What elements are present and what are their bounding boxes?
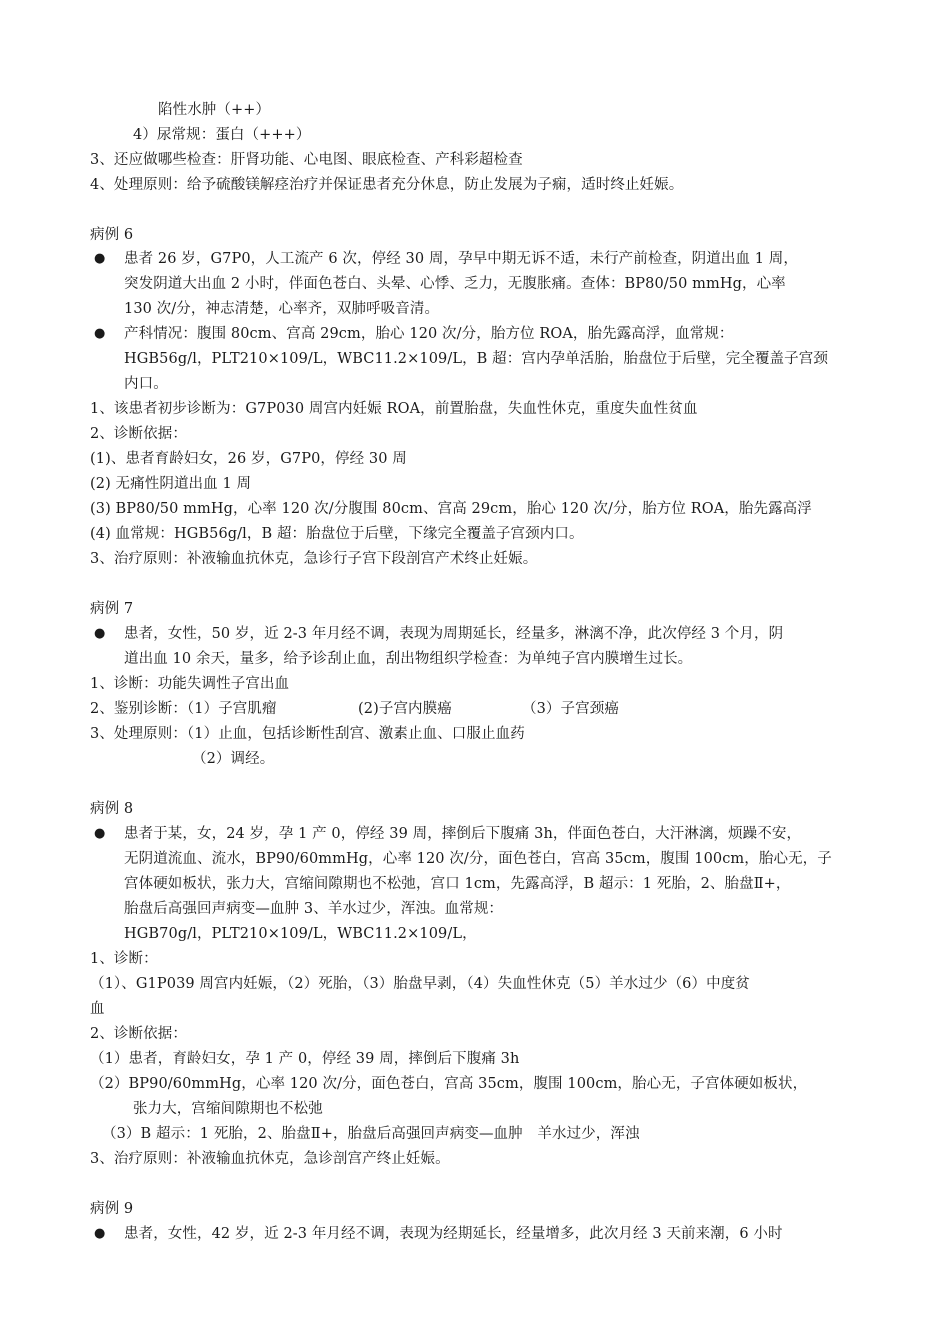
text-line: 2、诊断依据： [90, 1026, 187, 1042]
case-7-bullet-line: 患者，女性，50 岁，近 2-3 年月经不调，表现为周期延长，经量多，淋漓不净，此次停经 3 个月，阴 [124, 626, 784, 642]
bullet-icon: ● [94, 1226, 106, 1241]
text-line: 3、治疗原则：补液输血抗休克，急诊剖宫产终止妊娠。 [90, 1151, 450, 1167]
case-8-bullet-line: 宫体硬如板状，张力大，宫缩间隙期也不松弛，宫口 1cm，先露高浮，B 超示：1 死胎，2、胎盘Ⅱ+， [124, 876, 791, 892]
case-6-bullet-1-line: 患者 26 岁，G7P0，人工流产 6 次，停经 30 周，孕早中期无诉不适，未行产前检查，阴道出血 1 周， [124, 251, 799, 267]
text-line: (1)、患者育龄妇女，26 岁，G7P0，停经 30 周 [90, 451, 407, 467]
text-line: （3）子宫颈癌 [522, 701, 619, 717]
case-6-bullet-2-line: 内口。 [124, 376, 168, 392]
text-line: 陷性水肿（++） [158, 102, 271, 118]
text-line: 张力大，宫缩间隙期也不松弛 [133, 1101, 323, 1117]
text-line: 3、治疗原则：补液输血抗休克，急诊行子宫下段剖宫产术终止妊娠。 [90, 551, 538, 567]
case-6-bullet-2-line: HGB56g/l，PLT210×109/L，WBC11.2×109/L，B 超：宫内孕单活胎，胎盘位于后壁，完全覆盖子宫颈 [124, 351, 828, 367]
case-6-bullet-2-line: 产科情况：腹围 80cm、宫高 29cm，胎心 120 次/分，胎方位 ROA，胎先露高浮，血常规： [124, 326, 734, 342]
bullet-icon: ● [94, 826, 106, 841]
case-6-bullet-1-line: 130 次/分，神志清楚，心率齐，双肺呼吸音清。 [124, 301, 440, 317]
text-line: (2)子宫内膜癌 [358, 701, 452, 717]
case-8-bullet-line: 胎盘后高强回声病变—血肿 3、羊水过少，浑浊。血常规： [124, 901, 504, 917]
bullet-icon: ● [94, 326, 106, 341]
case-8-title: 病例 8 [90, 801, 134, 817]
case-8-bullet-line: 患者于某，女，24 岁，孕 1 产 0，停经 39 周，摔倒后下腹痛 3h，伴面色苍白，大汗淋漓，烦躁不安， [124, 826, 802, 842]
text-line: 2、鉴别诊断：（1）子宫肌瘤 [90, 701, 277, 717]
case-6-title: 病例 6 [90, 227, 134, 243]
text-line: （3）B 超示：1 死胎，2、胎盘Ⅱ+，胎盘后高强回声病变—血肿 羊水过少，浑浊 [102, 1126, 640, 1142]
case-8-bullet-line: 无阴道流血、流水，BP90/60mmHg，心率 120 次/分，面色苍白，宫高 35cm，腹围 100cm，胎心无，子 [124, 851, 832, 867]
bullet-icon: ● [94, 251, 106, 266]
case-6-bullet-1-line: 突发阴道大出血 2 小时，伴面色苍白、头晕、心悸、乏力，无腹胀痛。查体：BP80/50 mmHg，心率 [124, 276, 786, 292]
text-line: 1、诊断： [90, 951, 158, 967]
text-line: （2）BP90/60mmHg，心率 120 次/分，面色苍白，宫高 35cm，腹围 100cm，胎心无，子宫体硬如板状， [90, 1076, 808, 1092]
bullet-icon: ● [94, 626, 106, 641]
text-line: (4) 血常规：HGB56g/l，B 超：胎盘位于后壁，下缘完全覆盖子宫颈内口。 [90, 526, 584, 542]
text-line: (2) 无痛性阴道出血 1 周 [90, 476, 252, 492]
case-9-bullet-line: 患者，女性，42 岁，近 2-3 年月经不调，表现为经期延长，经量增多，此次月经 3 天前来潮，6 小时 [124, 1226, 783, 1242]
case-7-bullet-line: 道出血 10 余天，量多，给予诊刮止血，刮出物组织学检查：为单纯子宫内膜增生过长。 [124, 651, 693, 667]
text-line: 4、处理原则：给予硫酸镁解痉治疗并保证患者充分休息，防止发展为子痫，适时终止妊娠。 [90, 177, 684, 193]
case-7-title: 病例 7 [90, 601, 134, 617]
text-line: 血 [90, 1001, 105, 1017]
text-line: 3、还应做哪些检查：肝肾功能、心电图、眼底检查、产科彩超检查 [90, 152, 523, 168]
text-line: （1）患者，育龄妇女，孕 1 产 0，停经 39 周，摔倒后下腹痛 3h [90, 1051, 520, 1067]
case-8-bullet-line: HGB70g/l，PLT210×109/L，WBC11.2×109/L， [124, 926, 477, 942]
text-line: 4）尿常规：蛋白（+++） [133, 127, 311, 143]
text-line: (3) BP80/50 mmHg，心率 120 次/分腹围 80cm、宫高 29cm，胎心 120 次/分，胎方位 ROA，胎先露高浮 [90, 501, 812, 517]
text-line: 1、该患者初步诊断为：G7P030 周宫内妊娠 ROA，前置胎盘，失血性休克，重度失血性贫血 [90, 401, 698, 417]
text-line: 3、处理原则：（1）止血，包括诊断性刮宫、激素止血、口服止血药 [90, 726, 525, 742]
case-9-title: 病例 9 [90, 1201, 134, 1217]
text-line: 1、诊断：功能失调性子宫出血 [90, 676, 290, 692]
text-line: 2、诊断依据： [90, 426, 187, 442]
text-line: （2）调经。 [192, 751, 275, 767]
text-line: （1）、G1P039 周宫内妊娠，（2）死胎，（3）胎盘早剥，（4）失血性休克（5）羊水过少（6）中度贫 [90, 976, 750, 992]
